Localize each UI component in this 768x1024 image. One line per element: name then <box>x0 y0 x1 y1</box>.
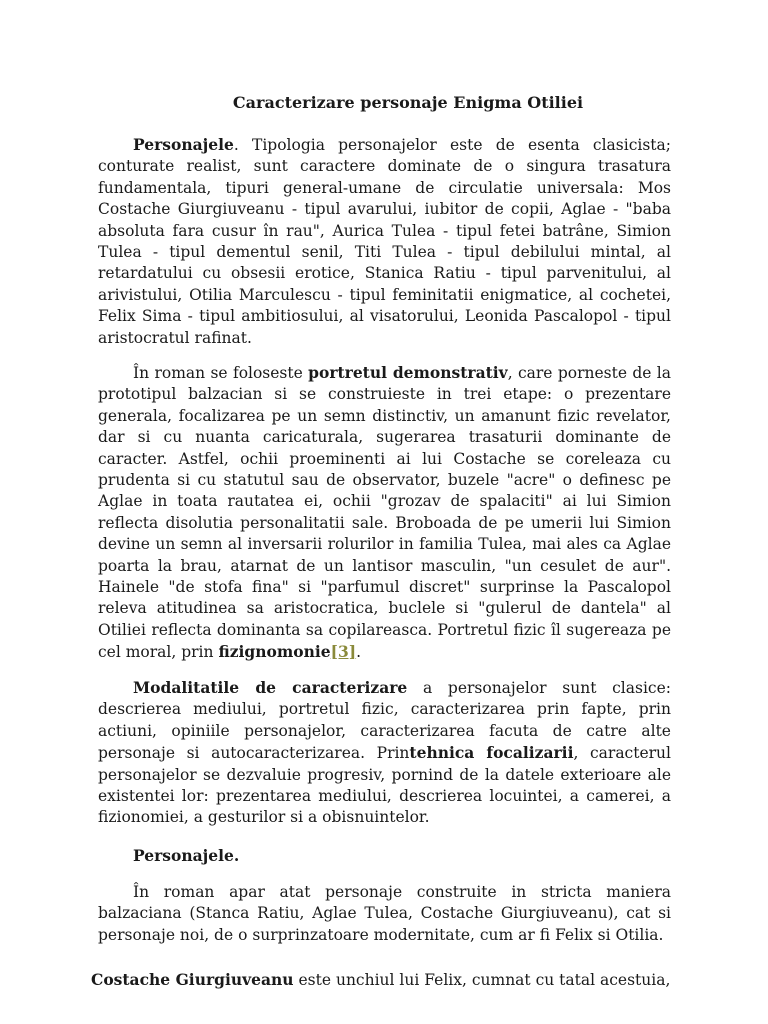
bold-term: tehnica focalizarii <box>409 743 574 763</box>
paragraph-portret-demonstrativ <box>98 362 671 664</box>
bold-lead: Personajele <box>133 135 234 154</box>
bold-lead: Costache Giurgiuveanu <box>91 970 294 989</box>
bold-term: portretul demonstrativ <box>308 363 508 382</box>
paragraph-text: , care porneste de la prototipul balzacian si se construieste in trei etape: o prezentare generala, focalizarea pe un semn distinctiv, un amanunt fizic revelator, dar si cu nuanta caricaturala, sugerarea trasaturii dominante de caracter. Astfel, ochii proeminenti ai lui Costache se coreleaza cu prudenta si cu statutul sau de observator, buzele "acre" o definesc pe Aglae in toata rautatea ei, ochii "grozav de spalaciti" ai lui Simion reflecta disolutia personalitatii sale. Broboada de pe umerii lui Simion devine un semn al inversarii rolurilor in familia Tulea, mai ales ca Aglae poarta la brau, atarnat de un lantisor masculin, "un cesulet de aur". Hainele "de stofa fina" si "parfumul discret" surprinse la Pascalopol releva atitudinea sa aristocratica, buclele si "gulerul de dantela" al Otiliei reflecta dominanta sa copilareasca. Portretul fizic îl sugereaza pe cel moral, prin <box>98 364 671 662</box>
bold-lead: Modalitatile de caracterizare <box>133 678 408 697</box>
paragraph-text: În roman apar atat personaje construite in stricta maniera balzaciana (Stanca Ratiu, Aglae Tulea, Costache Giurgiuveanu), cat si personaje noi, de o surprinzatoare modernitate, cum ar fi Felix si Otilia. <box>98 883 671 944</box>
paragraph-personaje-moderne <box>98 882 671 946</box>
bold-term-end: fizignomonie <box>218 642 331 662</box>
section-heading-personajele <box>98 845 671 867</box>
paragraph-text: a personajelor sunt clasice: descrierea mediului, portretul fizic, caracterizarea prin fapte, prin actiuni, opiniile personajelor, caracterizarea facuta de catre alte personaje si autocaracterizarea. Prin <box>98 679 671 763</box>
paragraph-costache <box>91 969 671 991</box>
paragraph-personaje-tipologie <box>98 134 671 349</box>
paragraph-modalitati-caracterizare <box>98 677 671 829</box>
paragraph-text: este unchiul lui Felix, cumnat cu tatal acestuia, <box>293 971 671 989</box>
footnote-link[interactable]: [3] <box>330 642 357 662</box>
paragraph-text: În roman se foloseste <box>133 364 309 382</box>
heading-text: Personajele. <box>133 846 240 865</box>
document-title: Caracterizare personaje Enigma Otiliei <box>232 93 584 112</box>
paragraph-end: . <box>356 643 361 662</box>
paragraph-text: . Tipologia personajelor este de esenta clasicista; conturate realist, sunt caractere dominate de o singura trasatura fundamentala, tipuri general-umane de circulatie universala: Mos Costache Giurgiuveanu - tipul avarului, iubitor de copii, Aglae - "baba absoluta fara cusur în rau", Aurica Tulea - tipul fetei batrâne, Simion Tulea - tipul dementul senil, Titi Tulea - tipul debilului mintal, al retardatului cu obsesii erotice, Stanica Ratiu - tipul parvenitului, al arivistului, Otilia Marculescu - tipul feminitatii enigmatice, al cochetei, Felix Sima - tipul ambitiosului, al visatorului, Leonida Pascalopol - tipul aristocratul rafinat. <box>98 136 671 347</box>
paragraph-text: , caracterul personajelor se dezvaluie progresiv, pornind de la datele exterioare ale existentei lor: prezentarea mediului, descrierea locuintei, a camerei, a fizionomiei, a gesturilor si a obisnuintelor. <box>98 744 671 827</box>
